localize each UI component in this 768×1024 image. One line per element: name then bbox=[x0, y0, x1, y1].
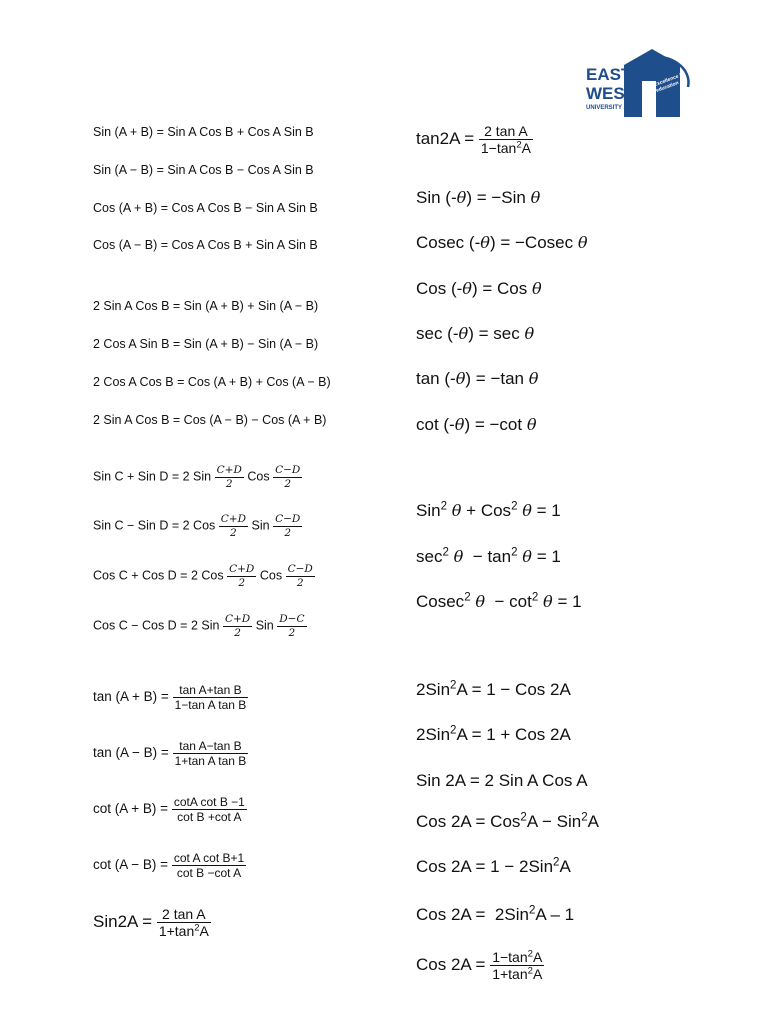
text-part: = 1 bbox=[552, 592, 582, 611]
superscript: 2 bbox=[450, 679, 457, 692]
denominator: 2 bbox=[234, 626, 241, 639]
superscript: 2 bbox=[516, 139, 522, 151]
text-part: cot bbox=[509, 592, 532, 611]
theta-symbol: θ bbox=[543, 592, 553, 611]
text-part: = 1 bbox=[531, 501, 561, 520]
text-part: = 1 bbox=[531, 547, 561, 566]
superscript: 2 bbox=[442, 546, 449, 559]
pythagorean-identity-sin-cos bbox=[416, 502, 561, 519]
denominator bbox=[157, 923, 211, 938]
cos-a-minus-b-formula: Cos (A − B) = Cos A Cos B + Sin A Sin B bbox=[93, 238, 318, 252]
east-west-university-logo bbox=[584, 47, 696, 119]
numerator-part: 1−tan bbox=[492, 949, 528, 965]
fraction bbox=[273, 465, 302, 489]
formula-mid: Sin bbox=[255, 618, 274, 633]
theta-symbol: θ bbox=[454, 415, 465, 434]
tan2a-formula bbox=[416, 124, 533, 155]
numerator bbox=[490, 950, 544, 966]
cos-negative-theta bbox=[416, 280, 542, 297]
fraction bbox=[490, 950, 544, 981]
formula-lhs: Sin2A = bbox=[93, 911, 153, 931]
superscript: 2 bbox=[464, 591, 471, 604]
text-part: sec (- bbox=[416, 324, 459, 343]
text-part: A – 1 bbox=[535, 905, 575, 924]
fraction bbox=[157, 907, 211, 938]
text-part: Cos (- bbox=[416, 279, 463, 298]
double-angle-5 bbox=[416, 858, 571, 875]
numerator: cotA cot B −1 bbox=[173, 795, 245, 809]
numerator: C−D bbox=[275, 464, 301, 476]
fraction bbox=[173, 684, 249, 711]
text-part: cot (- bbox=[416, 415, 455, 434]
product-formula-2: 2 Cos A Sin B = Sin (A + B) − Sin (A − B) bbox=[93, 337, 319, 351]
theta-symbol: θ bbox=[577, 233, 588, 252]
cot-a-minus-b-formula bbox=[93, 852, 246, 879]
denominator: 2 bbox=[230, 526, 237, 539]
text-part: A = 1 − Cos 2A bbox=[456, 680, 571, 699]
numerator: C+D bbox=[224, 613, 251, 625]
cot-a-plus-b-formula bbox=[93, 796, 247, 823]
denominator-part: A bbox=[199, 923, 209, 939]
operator: − bbox=[485, 592, 510, 611]
fraction bbox=[277, 614, 306, 638]
fraction bbox=[173, 740, 249, 767]
denominator: 2 bbox=[296, 576, 304, 589]
theta-symbol: θ bbox=[532, 279, 542, 298]
pythagorean-identity-sec-tan bbox=[416, 548, 561, 565]
double-angle-3: Sin 2A = 2 Sin A Cos A bbox=[416, 771, 588, 790]
theta-symbol: θ bbox=[475, 592, 486, 611]
formula-lhs: tan (A − B) = bbox=[93, 745, 169, 761]
pythagorean-identity-cosec-cot bbox=[416, 593, 582, 610]
superscript: 2 bbox=[194, 922, 200, 934]
text-part: Cos bbox=[480, 501, 512, 520]
formula-lhs: cot (A − B) = bbox=[93, 857, 169, 873]
numerator: C−D bbox=[287, 563, 313, 575]
superscript: 2 bbox=[511, 500, 518, 513]
tan-a-minus-b-formula bbox=[93, 740, 248, 767]
superscript: 2 bbox=[581, 811, 588, 824]
text-part: A = 1 + Cos 2A bbox=[456, 725, 571, 744]
double-angle-4 bbox=[416, 813, 599, 830]
sum-to-product-cos-plus bbox=[93, 564, 315, 588]
denominator bbox=[490, 966, 544, 981]
formula-lhs: Cos C − Cos D = 2 Sin bbox=[93, 618, 220, 633]
text-part: Cos 2A = 2Sin bbox=[416, 905, 529, 924]
numerator: C−D bbox=[275, 513, 301, 525]
denominator: 1−tan A tan B bbox=[174, 698, 247, 712]
double-angle-6 bbox=[416, 906, 574, 923]
fraction bbox=[172, 852, 246, 879]
denominator: cot B +cot A bbox=[177, 810, 242, 824]
theta-symbol: θ bbox=[453, 547, 464, 566]
formula-lhs: Cos C + Cos D = 2 Cos bbox=[93, 568, 224, 583]
fraction bbox=[286, 564, 315, 588]
fraction bbox=[223, 614, 252, 638]
logo-line-west: WEST bbox=[586, 84, 636, 103]
cosec-negative-theta bbox=[416, 234, 588, 251]
numerator: cot A cot B+1 bbox=[173, 851, 245, 865]
formula-lhs: tan2A = bbox=[416, 128, 475, 148]
formula-mid: Sin bbox=[251, 518, 270, 533]
superscript: 2 bbox=[450, 724, 457, 737]
numerator-part: A bbox=[532, 949, 543, 965]
numerator: tan A+tan B bbox=[173, 684, 249, 698]
tan-a-plus-b-formula bbox=[93, 684, 248, 711]
operator: − bbox=[463, 547, 488, 566]
product-formula-3: 2 Cos A Cos B = Cos (A + B) + Cos (A − B) bbox=[93, 375, 331, 389]
theta-symbol: θ bbox=[456, 188, 467, 207]
numerator: C+D bbox=[220, 513, 247, 525]
theta-symbol: θ bbox=[462, 279, 472, 298]
product-formula-1: 2 Sin A Cos B = Sin (A + B) + Sin (A − B) bbox=[93, 299, 319, 313]
numerator: 2 tan A bbox=[157, 907, 211, 923]
tan-negative-theta bbox=[416, 370, 538, 387]
sin-a-plus-b-formula: Sin (A + B) = Sin A Cos B + Cos A Sin B bbox=[93, 125, 314, 139]
text-part: ) = −tan bbox=[465, 369, 529, 388]
sin-negative-theta bbox=[416, 189, 540, 206]
formula-lhs: Sin C − Sin D = 2 Cos bbox=[93, 518, 216, 533]
denominator: 2 bbox=[288, 626, 296, 639]
text-part: tan (- bbox=[416, 369, 456, 388]
fraction bbox=[172, 796, 247, 823]
text-part: ) = −cot bbox=[464, 415, 527, 434]
text-part: tan bbox=[487, 547, 512, 566]
logo-tagline: Excellence in education bbox=[653, 71, 686, 94]
formula-mid: Cos bbox=[247, 469, 270, 484]
superscript: 2 bbox=[531, 591, 539, 604]
text-part: Cosec bbox=[416, 592, 465, 611]
superscript: 2 bbox=[528, 904, 536, 917]
theta-symbol: θ bbox=[455, 369, 466, 388]
superscript: 2 bbox=[440, 500, 447, 513]
logo-line-east: EAST bbox=[586, 65, 632, 84]
denominator: 1+tan A tan B bbox=[174, 754, 247, 768]
text-part: A bbox=[559, 857, 571, 876]
formula-lhs: Sin C + Sin D = 2 Sin bbox=[93, 469, 212, 484]
numerator: 2 tan A bbox=[479, 124, 533, 140]
sin2a-formula bbox=[93, 907, 211, 938]
denominator: 2 bbox=[225, 477, 233, 490]
fraction bbox=[219, 514, 248, 538]
cos-a-plus-b-formula: Cos (A + B) = Cos A Cos B − Sin A Sin B bbox=[93, 201, 318, 215]
theta-symbol: θ bbox=[528, 369, 539, 388]
text-part: Cosec (- bbox=[416, 233, 481, 252]
operator: + bbox=[461, 501, 481, 520]
superscript: 2 bbox=[527, 965, 533, 977]
theta-symbol: θ bbox=[524, 324, 535, 343]
formula-lhs: cot (A + B) = bbox=[93, 801, 169, 817]
denominator-part: 1−tan bbox=[480, 140, 517, 156]
text-part: ) = −Sin bbox=[466, 188, 531, 207]
denominator-part: A bbox=[521, 140, 531, 156]
text-part: 2Sin bbox=[416, 680, 451, 699]
theta-symbol: θ bbox=[451, 501, 462, 520]
product-formula-4: 2 Sin A Cos B = Cos (A − B) − Cos (A + B) bbox=[93, 413, 327, 427]
numerator: C+D bbox=[229, 563, 255, 575]
text-part: sec bbox=[416, 547, 443, 566]
numerator: D−C bbox=[279, 613, 305, 625]
denominator bbox=[479, 140, 533, 155]
superscript: 2 bbox=[520, 811, 527, 824]
theta-symbol: θ bbox=[522, 501, 532, 520]
text-part: A bbox=[587, 812, 599, 831]
cot-negative-theta bbox=[416, 416, 537, 433]
text-part: A − Sin bbox=[526, 812, 582, 831]
text-part: ) = −Cosec bbox=[489, 233, 578, 252]
formula-lhs: tan (A + B) = bbox=[93, 689, 169, 705]
theta-symbol: θ bbox=[530, 188, 541, 207]
sum-to-product-sin-minus bbox=[93, 514, 302, 538]
theta-symbol: θ bbox=[522, 547, 532, 566]
text-part: 2Sin bbox=[416, 725, 451, 744]
text-part: ) = sec bbox=[468, 324, 525, 343]
double-angle-1 bbox=[416, 681, 571, 698]
superscript: 2 bbox=[511, 546, 518, 559]
double-angle-7 bbox=[416, 950, 544, 981]
fraction bbox=[479, 124, 533, 155]
sum-to-product-sin-plus bbox=[93, 465, 302, 489]
denominator: cot B −cot A bbox=[176, 866, 242, 880]
text-part: Cos 2A = Cos bbox=[416, 812, 521, 831]
numerator: tan A−tan B bbox=[173, 740, 249, 754]
fraction bbox=[227, 564, 256, 588]
sum-to-product-cos-minus bbox=[93, 614, 307, 638]
text-part: Sin (- bbox=[416, 188, 457, 207]
formula-mid: Cos bbox=[259, 568, 283, 583]
text-part: Cos 2A = 1 − 2Sin bbox=[416, 857, 554, 876]
theta-symbol: θ bbox=[458, 324, 469, 343]
formula-lhs: Cos 2A = bbox=[416, 954, 486, 974]
denominator: 2 bbox=[238, 576, 246, 589]
denominator-part: A bbox=[532, 966, 543, 982]
numerator: C+D bbox=[216, 464, 242, 476]
theta-symbol: θ bbox=[526, 415, 537, 434]
superscript: 2 bbox=[527, 948, 533, 960]
logo-line-university: UNIVERSITY bbox=[586, 105, 623, 111]
denominator: 2 bbox=[284, 477, 292, 490]
superscript: 2 bbox=[553, 856, 560, 869]
double-angle-2 bbox=[416, 726, 571, 743]
fraction bbox=[215, 465, 244, 489]
sin-a-minus-b-formula: Sin (A − B) = Sin A Cos B − Cos A Sin B bbox=[93, 163, 314, 177]
sec-negative-theta bbox=[416, 325, 534, 342]
denominator-part: 1+tan bbox=[492, 966, 528, 982]
text-part: ) = Cos bbox=[472, 279, 532, 298]
denominator-part: 1+tan bbox=[158, 923, 195, 939]
denominator: 2 bbox=[284, 526, 292, 539]
fraction bbox=[273, 514, 302, 538]
theta-symbol: θ bbox=[480, 233, 490, 252]
text-part: Sin bbox=[416, 501, 441, 520]
